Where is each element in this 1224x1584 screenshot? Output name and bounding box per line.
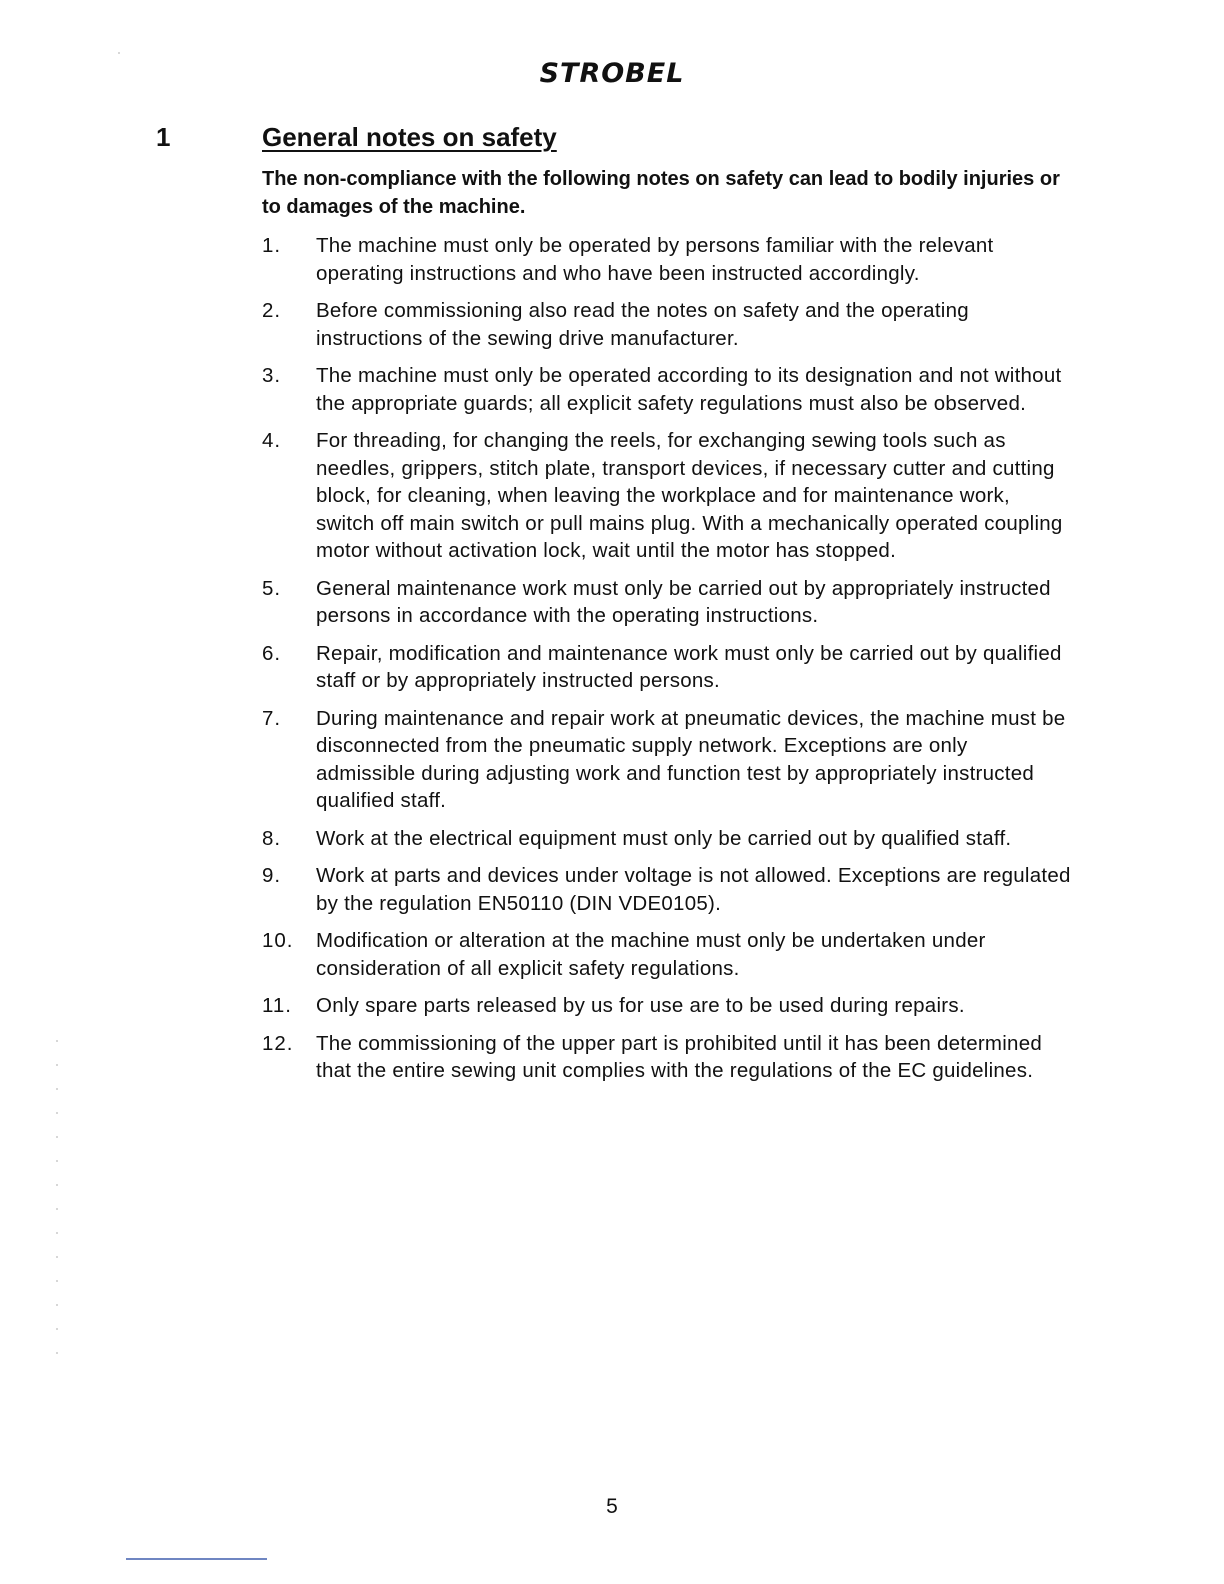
note-text: Work at parts and devices under voltage is not allowed. Exceptions are regulated by the regulation EN50110 (DIN VDE0105). xyxy=(316,864,1071,915)
note-text: For threading, for changing the reels, for exchanging sewing tools such as needles, grippers, stitch plate, transport devices, if necessary cutter and cutting block, for cleaning, when leaving the workplace and for maintenance work, switch off main switch or pull mains plug. With a mechanically operated coupling motor without activation lock, wait until the motor has stopped. xyxy=(316,429,1063,562)
note-number: 11. xyxy=(262,994,292,1017)
page-number: 5 xyxy=(606,1495,618,1518)
footnote-rule xyxy=(126,1558,267,1560)
note-number: 2. xyxy=(262,299,282,322)
safety-note xyxy=(262,862,1072,917)
safety-note xyxy=(262,992,1072,1020)
safety-note xyxy=(262,927,1072,982)
note-number: 10. xyxy=(262,929,294,952)
safety-note xyxy=(262,640,1072,695)
note-number: 9. xyxy=(262,864,282,887)
note-number: 8. xyxy=(262,826,282,850)
safety-note xyxy=(262,825,1072,853)
note-text: Only spare parts released by us for use are to be used during repairs. xyxy=(316,994,965,1017)
note-text: Before commissioning also read the notes on safety and the operating instructions of the sewing drive manufacturer. xyxy=(316,299,969,350)
safety-note xyxy=(262,427,1072,565)
note-number: 4. xyxy=(262,429,282,452)
section-title: General notes on safety xyxy=(262,122,557,152)
note-number: 12. xyxy=(262,1031,294,1055)
note-text: Work at the electrical equipment must only be carried out by qualified staff. xyxy=(316,826,1012,850)
safety-note xyxy=(262,297,1072,352)
safety-intro: The non-compliance with the following notes on safety can lead to bodily injuries or to damages of the machine. xyxy=(262,168,1060,218)
note-text: The machine must only be operated by persons familiar with the relevant operating instructions and who have been instructed accordingly. xyxy=(316,234,994,285)
scan-mark xyxy=(118,52,120,54)
safety-note xyxy=(262,362,1072,417)
section-number: 1 xyxy=(156,122,171,152)
note-text: The commissioning of the upper part is prohibited until it has been determined that the entire sewing unit complies with the regulations of the EC guidelines. xyxy=(316,1031,1043,1082)
safety-note xyxy=(262,575,1072,630)
note-text: During maintenance and repair work at pneumatic devices, the machine must be disconnected from the pneumatic supply network. Exceptions are only admissible during adjusting work and function test by appropriately instructed qualified staff. xyxy=(316,706,1066,812)
note-number: 5. xyxy=(262,576,282,600)
note-number: 3. xyxy=(262,364,282,387)
note-text: General maintenance work must only be carried out by appropriately instructed persons in accordance with the operating instructions. xyxy=(316,576,1051,627)
safety-note xyxy=(262,705,1072,815)
safety-notes-list xyxy=(262,232,1072,1095)
safety-note xyxy=(262,232,1072,287)
note-number: 7. xyxy=(262,706,282,730)
note-text: Modification or alteration at the machine must only be undertaken under consideration of all explicit safety regulations. xyxy=(316,929,986,980)
note-number: 6. xyxy=(262,641,282,665)
note-number: 1. xyxy=(262,234,282,257)
note-text: Repair, modification and maintenance work must only be carried out by qualified staff or by appropriately instructed persons. xyxy=(316,641,1062,692)
note-text: The machine must only be operated according to its designation and not without the appropriate guards; all explicit safety regulations must also be observed. xyxy=(316,364,1062,415)
safety-note xyxy=(262,1030,1072,1085)
brand-logo: STROBEL xyxy=(539,58,685,89)
margin-scan-artifacts xyxy=(56,1040,58,1370)
